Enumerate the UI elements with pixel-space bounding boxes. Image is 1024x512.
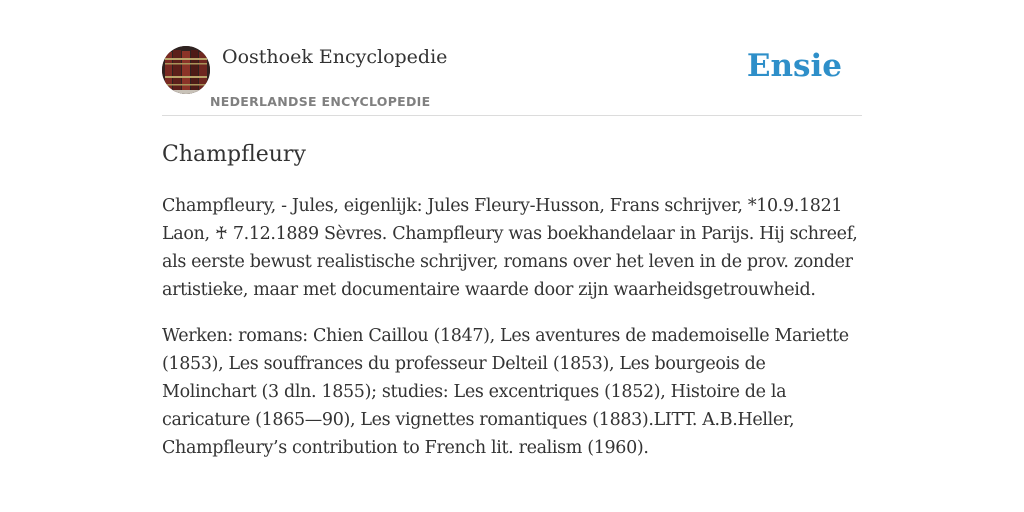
entry-content [162, 140, 862, 480]
book-spines-icon[interactable] [162, 46, 210, 94]
site-title[interactable]: Oosthoek Encyclopedie [222, 46, 448, 68]
entry-paragraph: Werken: romans: Chien Caillou (1847), Les aventures de mademoiselle Mariette (1853), Les souffrances du professeur Delteil (1853), Les bourgeois de Molinchart (3 dln. 1855); studies: Les excentriques (1852), Histoire de la caricature (1865—90), Les vignettes romantiques (1883).LITT. A.B.Heller, Champfleury’s contribution to French lit. realism (1960). [162, 326, 849, 458]
page-title: Champfleury [162, 142, 306, 167]
entry-paragraph: Champfleury, - Jules, eigenlijk: Jules Fleury-Husson, Frans schrijver, *10.9.1821 Laon, ♰ 7.12.1889 Sèvres. Champfleury was boekhandelaar in Parijs. Hij schreef, als eerste bewust realistische schrijver, romans over het leven in de prov. zonder artistieke, maar met documentaire waarde door zijn waarheidsgetrouwheid. [162, 196, 858, 300]
brand-logo[interactable]: Ensie [746, 48, 842, 84]
site-header [162, 44, 862, 116]
site-subtitle: NEDERLANDSE ENCYCLOPEDIE [210, 94, 431, 109]
